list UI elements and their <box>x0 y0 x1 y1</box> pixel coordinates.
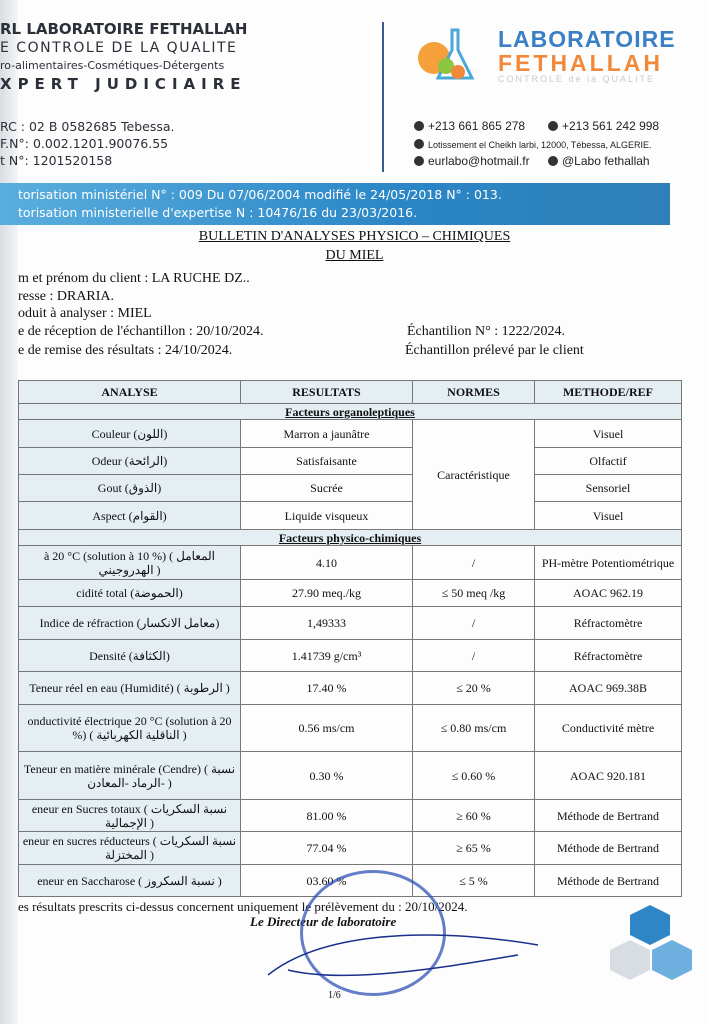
authorization-line-1: torisation ministériel N° : 009 Du 07/06/2004 modifié le 24/05/2018 N° : 013. <box>18 187 502 202</box>
email-icon <box>414 156 424 166</box>
whatsapp-icon <box>548 121 558 131</box>
result-value: 77.04 % <box>241 832 413 865</box>
norm-value: / <box>413 640 535 672</box>
method-ref: Visuel <box>535 502 682 530</box>
phone-2: +213 561 242 998 <box>562 119 660 133</box>
result-value: 27.90 meq./kg <box>241 580 413 607</box>
analysis-name: Densité (الكثافة) <box>19 640 241 672</box>
logo-text-laboratoire: LABORATOIRE <box>498 26 676 52</box>
product: oduit à analyser : MIEL <box>18 306 152 321</box>
method-ref: Méthode de Bertrand <box>535 865 682 897</box>
results-date: e de remise des résultats : 24/10/2024. <box>18 343 233 358</box>
norm-value: ≤ 5 % <box>413 865 535 897</box>
table-row <box>19 705 682 752</box>
address: Lotissement el Cheikh larbi, 12000, Tébessa, ALGERIE. <box>428 140 652 150</box>
company-expert: XPERT JUDICIAIRE <box>0 75 247 93</box>
norm-value: / <box>413 546 535 580</box>
report-subtitle: DU MIEL <box>325 248 384 263</box>
header-divider <box>382 22 384 172</box>
analysis-name: onductivité électrique 20 °C (solution à 20 %) ( الناقلية الكهربائية ) <box>19 705 241 752</box>
location-icon <box>414 139 424 149</box>
analysis-name: Teneur en matière minérale (Cendre) ( نسبة الرماد -المعادن- ) <box>19 752 241 800</box>
norm-value: ≥ 60 % <box>413 800 535 832</box>
norm-value: / <box>413 607 535 640</box>
norm-value: ≤ 0.60 % <box>413 752 535 800</box>
result-value: 1,49333 <box>241 607 413 640</box>
header-normes: NORMES <box>413 381 535 404</box>
analysis-name: Indice de réfraction (معامل الانكسار) <box>19 607 241 640</box>
phone-icon <box>414 121 424 131</box>
result-value: Marron a jaunâtre <box>241 420 413 448</box>
company-sectors: ro-alimentaires-Cosmétiques-Détergents <box>0 59 225 72</box>
result-value: Satisfaisante <box>241 448 413 475</box>
authorization-line-2: torisation ministerielle d'expertise N : 10476/16 du 23/03/2016. <box>18 205 418 220</box>
analysis-name: eneur en Saccharose ( نسبة السكروز ) <box>19 865 241 897</box>
norm-value: ≤ 0.80 ms/cm <box>413 705 535 752</box>
results-table <box>18 380 682 897</box>
header-analyse: ANALYSE <box>19 381 241 404</box>
norm-value: ≤ 20 % <box>413 672 535 705</box>
client-name: m et prénom du client : LA RUCHE DZ.. <box>18 271 250 286</box>
header-resultats: RESULTATS <box>241 381 413 404</box>
method-ref: Olfactif <box>535 448 682 475</box>
table-row <box>19 502 682 530</box>
method-ref: AOAC 962.19 <box>535 580 682 607</box>
method-ref: Réfractomètre <box>535 640 682 672</box>
result-value: Liquide visqueux <box>241 502 413 530</box>
result-value: 1.41739 g/cm³ <box>241 640 413 672</box>
company-activity: E CONTROLE DE LA QUALITE <box>0 40 238 56</box>
table-row <box>19 420 682 448</box>
method-ref: Visuel <box>535 420 682 448</box>
norm-value: ≥ 65 % <box>413 832 535 865</box>
norm-value: Caractéristique <box>413 420 535 530</box>
company-name: RL LABORATOIRE FETHALLAH <box>0 20 248 38</box>
lab-flask-logo-icon <box>412 20 492 90</box>
table-row <box>19 448 682 475</box>
analysis-name: Aspect (القوام) <box>19 502 241 530</box>
analysis-name: Odeur (الرائحة) <box>19 448 241 475</box>
header-methode: METHODE/REF <box>535 381 682 404</box>
sample-number: Échantilion N° : 1222/2024. <box>407 324 566 339</box>
method-ref: Conductivité mètre <box>535 705 682 752</box>
stat-number: t N°: 1201520158 <box>0 153 113 168</box>
table-row <box>19 404 682 420</box>
method-ref: Sensoriel <box>535 475 682 502</box>
logo-text-controle: CONTROLE de la QUALITE <box>498 74 656 84</box>
fiscal-number: F.N°: 0.002.1201.90076.55 <box>0 136 169 151</box>
table-row <box>19 580 682 607</box>
page-number: 1/6 <box>328 990 341 1001</box>
result-value: 17.40 % <box>241 672 413 705</box>
analysis-name: cidité total (الحموضة) <box>19 580 241 607</box>
rc-number: RC : 02 B 0582685 Tebessa. <box>0 119 175 134</box>
logo-text-fethallah: FETHALLAH <box>498 50 663 76</box>
authorization-band <box>0 183 670 225</box>
table-row <box>19 672 682 705</box>
phone-1: +213 661 865 278 <box>428 119 526 133</box>
table-row <box>19 607 682 640</box>
reception-date: e de réception de l'échantillon : 20/10/2024. <box>18 324 264 339</box>
result-value: 81.00 % <box>241 800 413 832</box>
section-physico-chemical: Facteurs physico-chimiques <box>19 530 682 546</box>
result-value: 0.56 ms/cm <box>241 705 413 752</box>
method-ref: Méthode de Bertrand <box>535 800 682 832</box>
footer-note: es résultats prescrits ci-dessus concernent uniquement le prélèvement du : 20/10/2024. <box>18 899 468 914</box>
result-value: 0.30 % <box>241 752 413 800</box>
result-value: Sucrée <box>241 475 413 502</box>
analysis-name: Gout (الذوق) <box>19 475 241 502</box>
report-title: BULLETIN D'ANALYSES PHYSICO – CHIMIQUES <box>198 229 511 244</box>
table-row <box>19 475 682 502</box>
method-ref: PH-mètre Potentiométrique <box>535 546 682 580</box>
section-organoleptic: Facteurs organoleptiques <box>19 404 682 420</box>
sample-origin: Échantillon prélevé par le client <box>405 343 584 358</box>
table-row <box>19 546 682 580</box>
table-row <box>19 832 682 865</box>
method-ref: AOAC 969.38B <box>535 672 682 705</box>
result-value: 03.60 % <box>241 865 413 897</box>
facebook-icon <box>548 156 558 166</box>
result-value: 4.10 <box>241 546 413 580</box>
analysis-name: eneur en Sucres totaux ( نسبة السكريات الإجمالية ) <box>19 800 241 832</box>
analysis-name: Couleur (اللون) <box>19 420 241 448</box>
method-ref: AOAC 920.181 <box>535 752 682 800</box>
email: eurlabo@hotmail.fr <box>428 154 530 168</box>
director-label: Le Directeur de laboratoire <box>250 914 397 929</box>
table-row <box>19 381 682 404</box>
analysis-name: eneur en sucres réducteurs ( نسبة السكريات المختزلة ) <box>19 832 241 865</box>
method-ref: Réfractomètre <box>535 607 682 640</box>
method-ref: Méthode de Bertrand <box>535 832 682 865</box>
table-row <box>19 752 682 800</box>
norm-value: ≤ 50 meq /kg <box>413 580 535 607</box>
table-row <box>19 530 682 546</box>
signature <box>258 915 548 995</box>
table-row <box>19 800 682 832</box>
analysis-name: à 20 °C (solution à 10 %) ( المعامل الهدروجيني ) <box>19 546 241 580</box>
analysis-name: Teneur réel en eau (Humidité) ( الرطوبة ) <box>19 672 241 705</box>
table-row <box>19 640 682 672</box>
hexagon-decoration-icon <box>600 900 700 990</box>
client-address: resse : DRARIA. <box>18 289 115 304</box>
facebook: @Labo fethallah <box>562 154 650 168</box>
